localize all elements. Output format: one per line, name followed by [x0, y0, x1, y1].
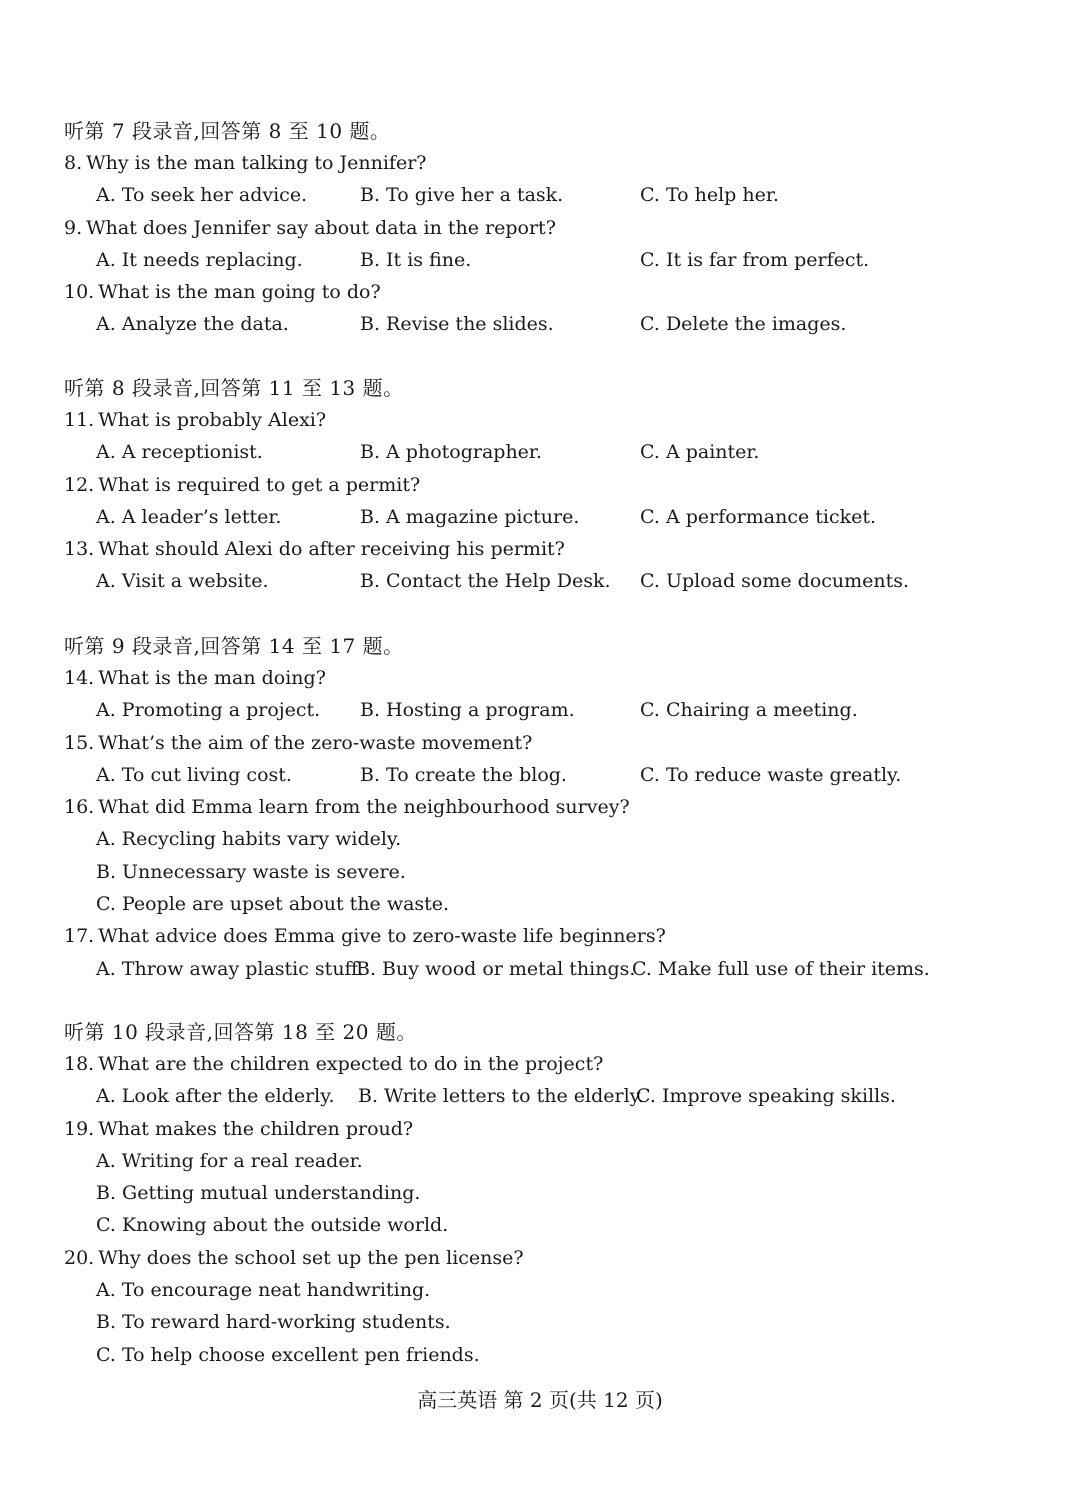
- option-c: C. To reduce waste greatly.: [640, 763, 902, 786]
- option-b: B. A photographer.: [360, 441, 542, 464]
- options-row: [64, 1080, 1044, 1112]
- section-header: 听第 7 段录音,回答第 8 至 10 题。: [64, 119, 391, 143]
- question-stem: 19. What makes the children proud?: [64, 1117, 414, 1140]
- options-row: [64, 565, 1044, 597]
- option-b: B. Revise the slides.: [360, 313, 554, 336]
- option-a: A. A leader’s letter.: [96, 505, 282, 528]
- question-stem: 8. Why is the man talking to Jennifer?: [64, 152, 427, 174]
- question-stem: 13. What should Alexi do after receiving his permit?: [64, 538, 565, 561]
- option-a: A. To encourage neat handwriting.: [96, 1279, 431, 1302]
- option-a: A. Writing for a real reader.: [96, 1149, 363, 1172]
- option-a: A. Analyze the data.: [96, 313, 289, 336]
- option-b: B. Write letters to the elderly.: [358, 1085, 644, 1108]
- question-stem: 10. What is the man going to do?: [64, 281, 381, 304]
- option-c: C. Upload some documents.: [640, 570, 910, 593]
- option-b: B. A magazine picture.: [360, 505, 580, 528]
- options-row: [64, 244, 1044, 276]
- option-a: A. Throw away plastic stuff.: [96, 957, 364, 980]
- question-stem: 11. What is probably Alexi?: [64, 409, 327, 431]
- option-a: A. Promoting a project.: [96, 699, 321, 722]
- option-a: A. Recycling habits vary widely.: [96, 828, 402, 851]
- option-a: A. It needs replacing.: [96, 248, 303, 271]
- option-b: B. To create the blog.: [360, 763, 567, 786]
- option-b: B. Hosting a program.: [360, 699, 575, 722]
- section-header: 听第 8 段录音,回答第 11 至 13 题。: [64, 376, 404, 400]
- question-stem: 20. Why does the school set up the pen license?: [64, 1246, 524, 1269]
- section-header: 听第 10 段录音,回答第 18 至 20 题。: [64, 1020, 417, 1044]
- options-row: [64, 436, 1044, 468]
- option-c: C. To help choose excellent pen friends.: [96, 1343, 480, 1366]
- option-b: B. To reward hard-working students.: [96, 1311, 451, 1334]
- question-stem: 9. What does Jennifer say about data in the report?: [64, 216, 556, 239]
- listening-section-10: [64, 1016, 1044, 1371]
- question-stem: 12. What is required to get a permit?: [64, 473, 421, 496]
- option-c: C. A performance ticket.: [640, 505, 877, 528]
- question-stem: 16. What did Emma learn from the neighbourhood survey?: [64, 796, 630, 819]
- option-a: A. To cut living cost.: [96, 763, 292, 786]
- options-row: [64, 953, 1044, 985]
- option-a: A. A receptionist.: [96, 441, 263, 464]
- option-a: A. To seek her advice.: [96, 184, 308, 207]
- question-stem: 15. What’s the aim of the zero-waste movement?: [64, 731, 533, 754]
- option-c: C. Knowing about the outside world.: [96, 1214, 449, 1237]
- listening-section-7: [64, 115, 1044, 341]
- question-stem: 14. What is the man doing?: [64, 667, 326, 689]
- section-header: 听第 9 段录音,回答第 14 至 17 题。: [64, 634, 404, 658]
- option-c: C. A painter.: [640, 441, 760, 464]
- question-stem: 18. What are the children expected to do in the project?: [64, 1053, 604, 1075]
- option-b: B. Unnecessary waste is severe.: [96, 860, 406, 883]
- option-b: B. Contact the Help Desk.: [360, 570, 611, 593]
- option-c: C. Make full use of their items.: [632, 957, 930, 980]
- option-a: A. Visit a website.: [96, 570, 269, 593]
- option-c: C. To help her.: [640, 184, 779, 207]
- option-c: C. Chairing a meeting.: [640, 699, 858, 722]
- option-c: C. Improve speaking skills.: [636, 1085, 896, 1108]
- option-c: C. It is far from perfect.: [640, 248, 870, 271]
- option-b: B. Buy wood or metal things.: [356, 957, 636, 980]
- options-row: [64, 501, 1044, 533]
- option-a: A. Look after the elderly.: [96, 1085, 335, 1108]
- options-row: [64, 759, 1044, 791]
- page-footer: 高三英语 第 2 页(共 12 页): [417, 1388, 663, 1412]
- option-c: C. Delete the images.: [640, 313, 847, 336]
- question-stem: 17. What advice does Emma give to zero-waste life beginners?: [64, 925, 666, 948]
- option-b: B. To give her a task.: [360, 184, 564, 207]
- options-row: [64, 179, 1044, 211]
- option-b: B. It is fine.: [360, 248, 472, 271]
- listening-section-8: [64, 372, 1044, 598]
- option-b: B. Getting mutual understanding.: [96, 1182, 421, 1205]
- options-row: [64, 694, 1044, 726]
- options-row: [64, 308, 1044, 340]
- option-c: C. People are upset about the waste.: [96, 893, 450, 916]
- listening-section-9: [64, 630, 1044, 985]
